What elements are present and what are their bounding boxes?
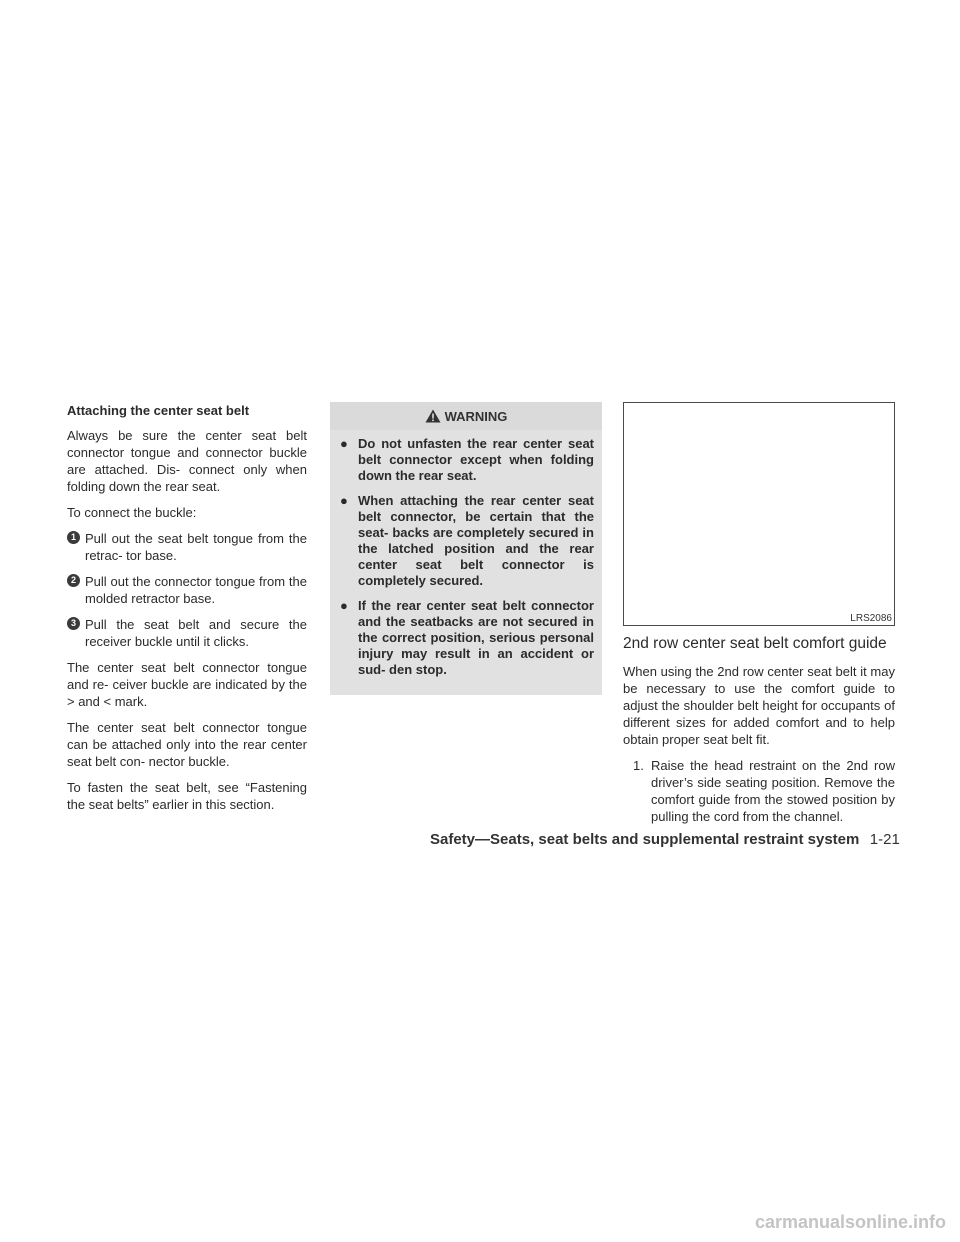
warning-column <box>330 402 602 695</box>
subsection-title: 2nd row center seat belt comfort guide <box>623 635 887 652</box>
step-number-badge: 2 <box>67 574 80 587</box>
fasten-paragraph: To fasten the seat belt, see “Fastening the seat belts” earlier in this section. <box>67 780 307 812</box>
step-1 <box>67 530 307 564</box>
warning-item <box>338 493 594 589</box>
step-number: 1. <box>633 758 644 773</box>
step-2 <box>67 573 307 607</box>
connect-label: To connect the buckle: <box>67 505 197 520</box>
marks-paragraph: The center seat belt connector tongue and re- ceiver buckle are indicated by the > and < mark. <box>67 660 307 709</box>
step-number-badge: 1 <box>67 531 80 544</box>
watermark <box>0 1212 960 1233</box>
bullet-icon: ● <box>340 436 348 451</box>
bullet-icon: ● <box>340 493 348 508</box>
step-number-badge: 3 <box>67 617 80 630</box>
figure-illustration <box>623 402 895 626</box>
warning-box <box>330 402 602 695</box>
right-column <box>623 402 895 825</box>
bullet-icon: ● <box>340 598 348 613</box>
section-heading: Attaching the center seat belt <box>67 403 250 418</box>
left-column <box>67 402 307 822</box>
step-text: Raise the head restraint on the 2nd row driver’s side seating position. Remove the comfort guide from the stowed position by pulling the cord from the channel. <box>651 758 895 824</box>
warning-triangle-icon <box>425 409 441 423</box>
warning-item <box>338 598 594 678</box>
step-text: Pull the seat belt and secure the receiver buckle until it clicks. <box>85 617 307 649</box>
warning-header <box>330 402 602 430</box>
warning-list <box>330 430 602 678</box>
step-3 <box>67 616 307 650</box>
figure-label: LRS2086 <box>850 613 892 624</box>
warning-item-text: If the rear center seat belt connector and the seatbacks are not secured in the correct position, serious personal injury may result in an accident or sud- den stop. <box>358 598 594 677</box>
page-footer <box>430 831 900 849</box>
attach-paragraph: The center seat belt connector tongue can be attached only into the rear center seat belt con- nector buckle. <box>67 720 307 769</box>
numbered-step-1 <box>623 757 895 825</box>
comfort-guide-paragraph: When using the 2nd row center seat belt it may be necessary to use the comfort guide to adjust the shoulder belt height for occupants of different sizes for added comfort and to help obtain proper seat belt fit. <box>623 664 895 747</box>
warning-title: WARNING <box>444 408 508 424</box>
step-text: Pull out the seat belt tongue from the retrac- tor base. <box>85 531 307 563</box>
footer-section-title: Safety—Seats, seat belts and supplemental restraint system <box>430 831 860 848</box>
warning-item <box>338 436 594 484</box>
warning-item-text: Do not unfasten the rear center seat belt connector except when folding down the rear seat. <box>358 436 594 483</box>
step-text: Pull out the connector tongue from the molded retractor base. <box>85 574 307 606</box>
watermark-text: carmanualsonline.info <box>754 1212 946 1232</box>
page-number: 1-21 <box>869 831 900 848</box>
intro-paragraph: Always be sure the center seat belt connector tongue and connector buckle are attached. Dis- connect only when folding down the rear seat. <box>67 428 307 494</box>
warning-item-text: When attaching the rear center seat belt connector, be certain that the seat- backs are completely secured in the latched position and the rear center seat belt connector is completely secured. <box>358 493 594 588</box>
